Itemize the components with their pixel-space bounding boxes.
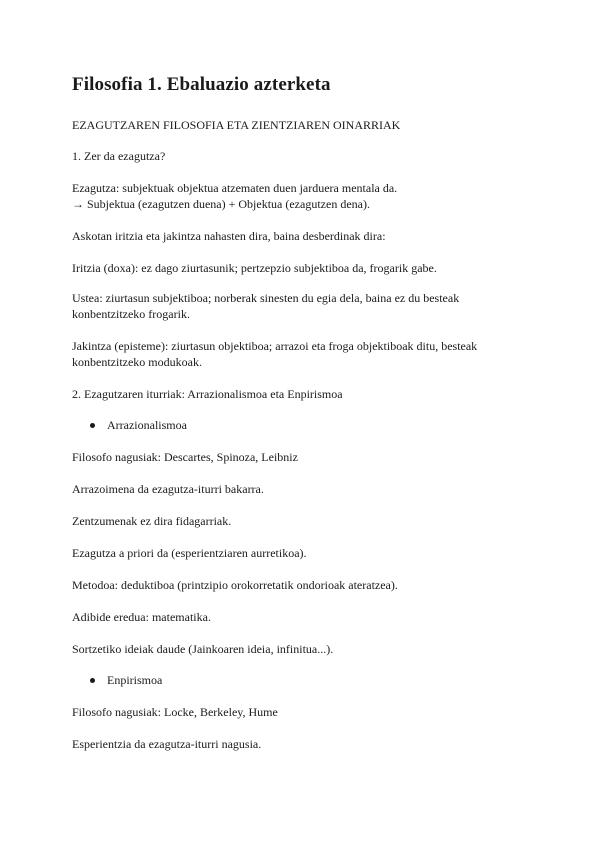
definition-line-1: Ezagutza: subjektuak objektua atzematen duen jarduera mentala da. (72, 181, 398, 195)
empiricism-line-1: Filosofo nagusiak: Locke, Berkeley, Hume (72, 705, 278, 719)
bullet-label: Enpirismoa (107, 673, 163, 687)
bullet-item-arrazionalismoa (90, 417, 187, 434)
ustea-line-2: konbentzitzeko frogarik. (72, 307, 190, 321)
jakintza-line-1: Jakintza (episteme): ziurtasun objektiboa; arrazoi eta froga objektiboak ditu, besteak (72, 339, 478, 353)
rationalism-line-5: Metodoa: deduktiboa (printzipio orokorretatik ondorioak ateratzea). (72, 578, 398, 592)
rationalism-line-1: Filosofo nagusiak: Descartes, Spinoza, Leibniz (72, 450, 298, 464)
jakintza-line-2: konbentzitzeko modukoak. (72, 355, 202, 369)
bullet-icon (90, 423, 95, 428)
rationalism-line-7: Sortzetiko ideiak daude (Jainkoaren ideia, infinitua...). (72, 642, 334, 656)
question-2: 2. Ezagutzaren iturriak: Arrazionalismoa eta Enpirismoa (72, 387, 343, 401)
rationalism-line-2: Arrazoimena da ezagutza-iturri bakarra. (72, 482, 264, 496)
rationalism-line-4: Ezagutza a priori da (esperientziaren aurretikoa). (72, 546, 307, 560)
question-1: 1. Zer da ezagutza? (72, 149, 166, 163)
rationalism-line-6: Adibide eredua: matematika. (72, 610, 211, 624)
definition-line-2: → Subjektua (ezagutzen duena) + Objektua (ezagutzen dena). (72, 197, 370, 211)
iritzia-paragraph: Iritzia (doxa): ez dago ziurtasunik; pertzepzio subjektiboa da, frogarik gabe. (72, 261, 437, 275)
section-heading: EZAGUTZAREN FILOSOFIA ETA ZIENTZIAREN OINARRIAK (72, 118, 401, 132)
rationalism-line-3: Zentzumenak ez dira fidagarriak. (72, 514, 232, 528)
askotan-paragraph: Askotan iritzia eta jakintza nahasten dira, baina desberdinak dira: (72, 229, 386, 243)
bullet-icon (90, 678, 95, 683)
bullet-item-enpirismoa (90, 672, 162, 689)
bullet-label: Arrazionalismoa (107, 418, 187, 432)
empiricism-line-2: Esperientzia da ezagutza-iturri nagusia. (72, 737, 262, 751)
page-title: Filosofia 1. Ebaluazio azterketa (72, 74, 331, 95)
ustea-line-1: Ustea: ziurtasun subjektiboa; norberak sinesten du egia dela, baina ez du besteak (72, 291, 460, 305)
